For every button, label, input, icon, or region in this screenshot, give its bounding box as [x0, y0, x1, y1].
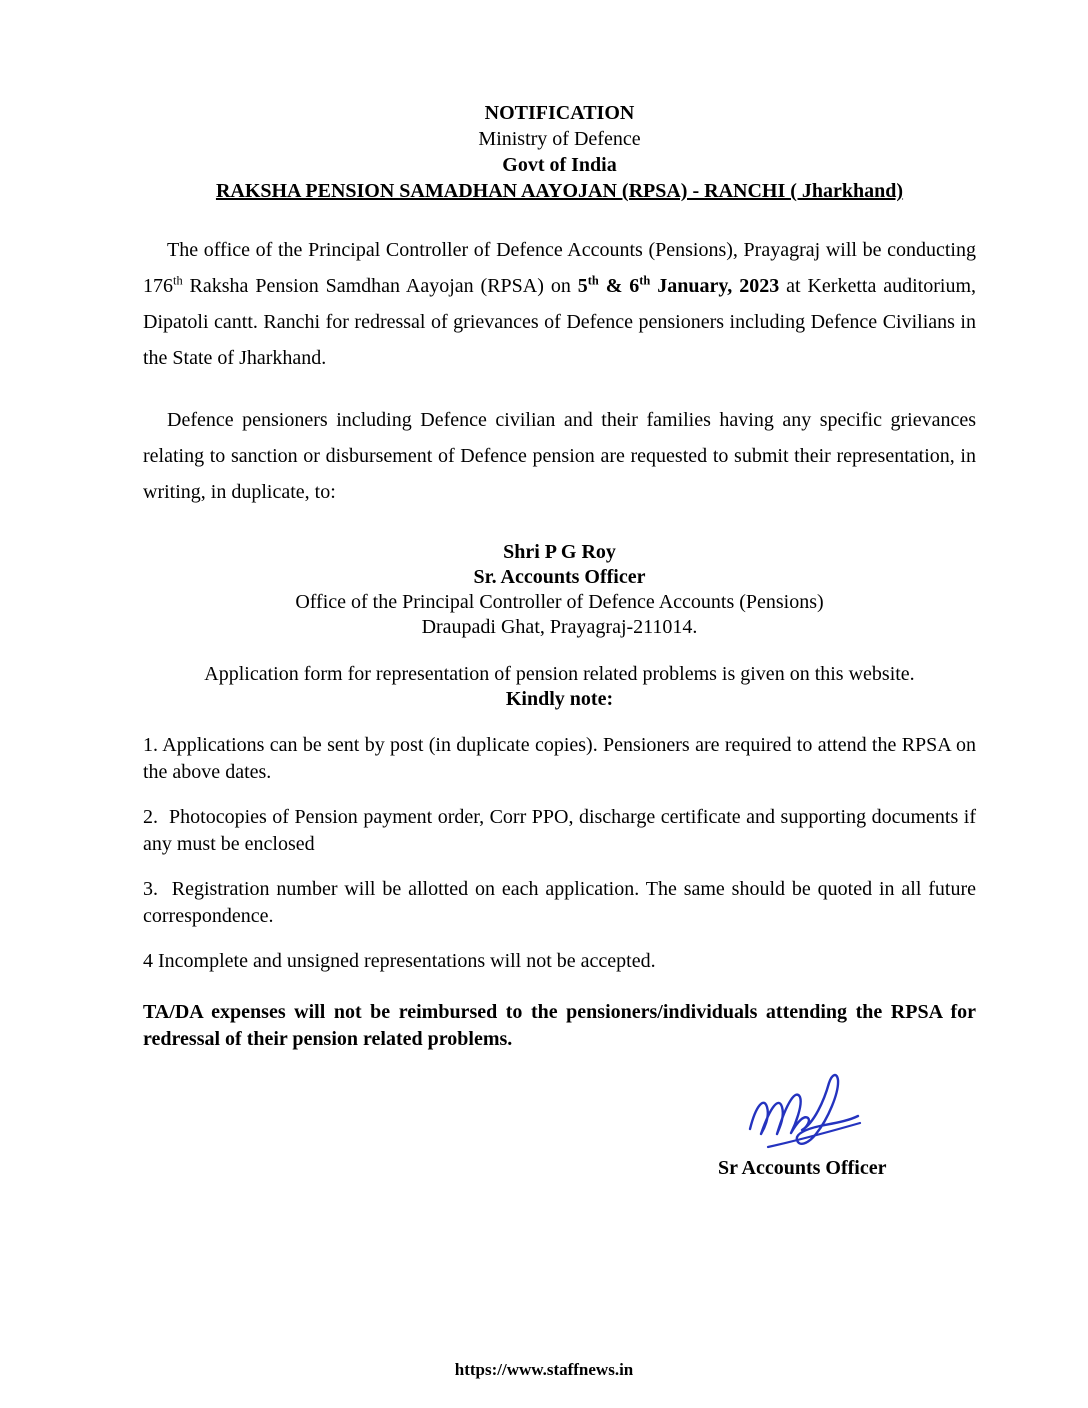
handwritten-signature-icon	[740, 1071, 872, 1155]
notification-title: NOTIFICATION	[484, 102, 635, 124]
page-footer	[0, 1360, 1088, 1380]
tada-expenses-note: TA/DA expenses will not be reimbursed to the pensioners/individuals attending the RPSA for redressal of their pension related problems.	[143, 1001, 976, 1050]
list-item: 1. Applications can be sent by post (in duplicate copies). Pensioners are required to attend the RPSA on the above dates.	[143, 734, 976, 783]
intro-text-1: The office of the Principal Controller of Defence Accounts (Pensions), Prayagraj will be conducting 176	[143, 239, 976, 297]
document-header	[143, 100, 976, 204]
intro-text-3: at Kerketta auditorium, Dipatoli cantt. Ranchi for redressal of grievances of Defence pensioners including Defence Civilians in the State of Jharkhand.	[143, 275, 977, 369]
office-location: Draupadi Ghat, Prayagraj-211014.	[421, 616, 698, 638]
grievance-paragraph: Defence pensioners including Defence civilian and their families having any specific grievances relating to sanction or disbursement of Defence pension are requested to submit their representation, in writing, in duplicate, to:	[143, 409, 976, 503]
kindly-note-heading: Kindly note:	[505, 688, 614, 710]
intro-paragraph	[143, 232, 976, 376]
contact-address-block	[143, 540, 976, 640]
signature-block	[718, 1071, 958, 1180]
list-item: 4 Incomplete and unsigned representations will not be accepted.	[143, 950, 656, 972]
instructions-list	[143, 732, 976, 975]
ordinal-176th: th	[173, 273, 183, 288]
office-line: Office of the Principal Controller of Defence Accounts (Pensions)	[295, 591, 824, 613]
list-item: 2. Photocopies of Pension payment order, Corr PPO, discharge certificate and supporting documents if any must be enclosed	[143, 806, 976, 855]
officer-name: Shri P G Roy	[503, 541, 616, 563]
govt-line: Govt of India	[502, 154, 617, 176]
application-form-note: Application form for representation of pension related problems is given on this website.	[204, 663, 915, 685]
ministry-line: Ministry of Defence	[478, 128, 641, 150]
event-dates: 5th & 6th January, 2023	[577, 273, 780, 297]
signatory-designation: Sr Accounts Officer	[718, 1157, 887, 1179]
officer-designation: Sr. Accounts Officer	[473, 566, 646, 588]
footer-website-link[interactable]: https://www.staffnews.in	[454, 1360, 634, 1379]
intro-text-2: Raksha Pension Samdhan Aayojan (RPSA) on	[182, 275, 578, 297]
event-title: RAKSHA PENSION SAMADHAN AAYOJAN (RPSA) - RANCHI ( Jharkhand)	[215, 180, 904, 202]
list-item: 3. Registration number will be allotted on each application. The same should be quoted in all future correspondence.	[143, 878, 976, 927]
